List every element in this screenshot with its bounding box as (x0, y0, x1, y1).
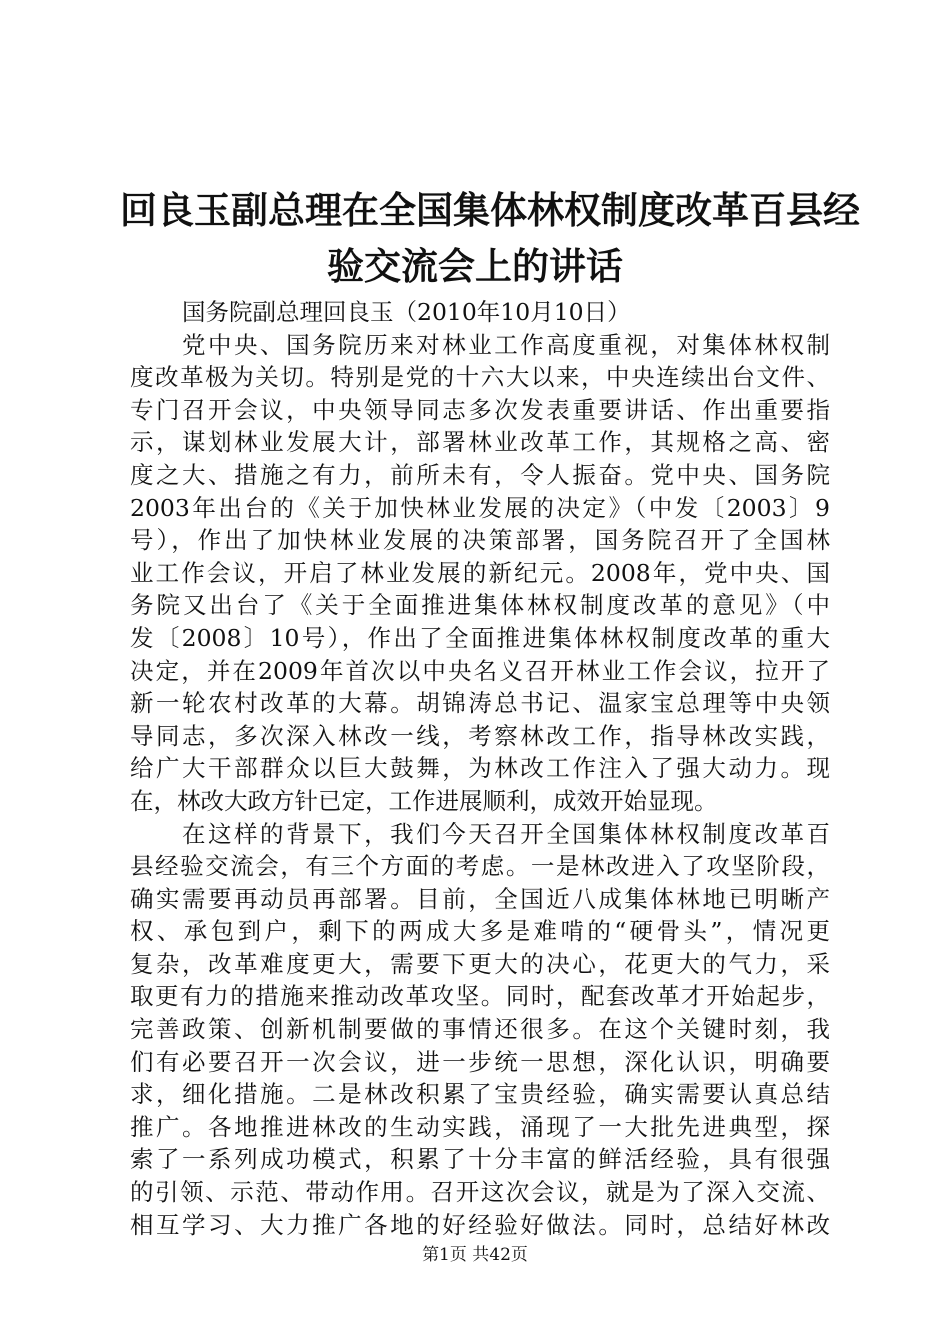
body-line: 党中央、国务院历来对林业工作高度重视，对集体林权制 (182, 330, 830, 359)
body-line: 确实需要再动员再部署。目前，全国近八成集体林地已明晰产 (130, 884, 830, 913)
document-title-line-2: 验交流会上的讲话 (327, 244, 623, 288)
body-line: 求，细化措施。二是林改积累了宝贵经验，确实需要认真总结 (130, 1080, 830, 1109)
body-line: 权、承包到户，剩下的两成大多是难啃的“硬骨头”，情况更 (130, 917, 830, 946)
body-line: 给广大干部群众以巨大鼓舞，为林改工作注入了强大动力。现 (130, 754, 830, 783)
body-line: 索了一系列成功模式，积累了十分丰富的鲜活经验，具有很强 (130, 1145, 830, 1174)
document-body (130, 296, 830, 1241)
body-line: 取更有力的措施来推动改革攻坚。同时，配套改革才开始起步， (130, 982, 830, 1011)
body-line: 专门召开会议，中央领导同志多次发表重要讲话、作出重要指 (130, 395, 830, 424)
document-title-line-1: 回良玉副总理在全国集体林权制度改革百县经 (120, 188, 860, 232)
body-line: 在这样的背景下，我们今天召开全国集体林权制度改革百 (182, 819, 830, 848)
body-line: 新一轮农村改革的大幕。胡锦涛总书记、温家宝总理等中央领 (130, 689, 830, 718)
body-line: 们有必要召开一次会议，进一步统一思想，深化认识，明确要 (130, 1047, 830, 1076)
body-line: 决定，并在2009年首次以中央名义召开林业工作会议，拉开了 (130, 656, 830, 685)
body-line: 业工作会议，开启了林业发展的新纪元。2008年，党中央、国 (130, 558, 830, 587)
body-line: 推广。各地推进林改的生动实践，涌现了一大批先进典型，探 (130, 1112, 830, 1141)
body-line: 务院又出台了《关于全面推进集体林权制度改革的意见》（中 (130, 591, 830, 620)
body-line: 完善政策、创新机制要做的事情还很多。在这个关键时刻，我 (130, 1015, 830, 1044)
body-line: 县经验交流会，有三个方面的考虑。一是林改进入了攻坚阶段， (130, 852, 830, 881)
body-line: 号），作出了加快林业发展的决策部署，国务院召开了全国林 (130, 526, 830, 555)
body-line: 度之大、措施之有力，前所未有，令人振奋。党中央、国务院 (130, 460, 830, 489)
body-line: 2003年出台的《关于加快林业发展的决定》（中发〔2003〕9 (130, 493, 830, 522)
body-line: 的引领、示范、带动作用。召开这次会议，就是为了深入交流、 (130, 1178, 830, 1207)
byline: 国务院副总理回良玉（2010年10月10日） (182, 298, 631, 326)
body-line: 相互学习、大力推广各地的好经验好做法。同时，总结好林改 (130, 1210, 830, 1239)
page-footer: 第1页 共42页 (422, 1245, 528, 1265)
body-line: 导同志，多次深入林改一线，考察林改工作，指导林改实践， (130, 721, 830, 750)
body-line: 度改革极为关切。特别是党的十六大以来，中央连续出台文件、 (130, 363, 830, 392)
body-line: 在，林改大政方针已定，工作进展顺利，成效开始显现。 (130, 786, 718, 815)
body-line: 发〔2008〕10号），作出了全面推进集体林权制度改革的重大 (130, 623, 830, 652)
body-line: 复杂，改革难度更大，需要下更大的决心，花更大的气力，采 (130, 949, 830, 978)
body-line: 示，谋划林业发展大计，部署林业改革工作，其规格之高、密 (130, 428, 830, 457)
